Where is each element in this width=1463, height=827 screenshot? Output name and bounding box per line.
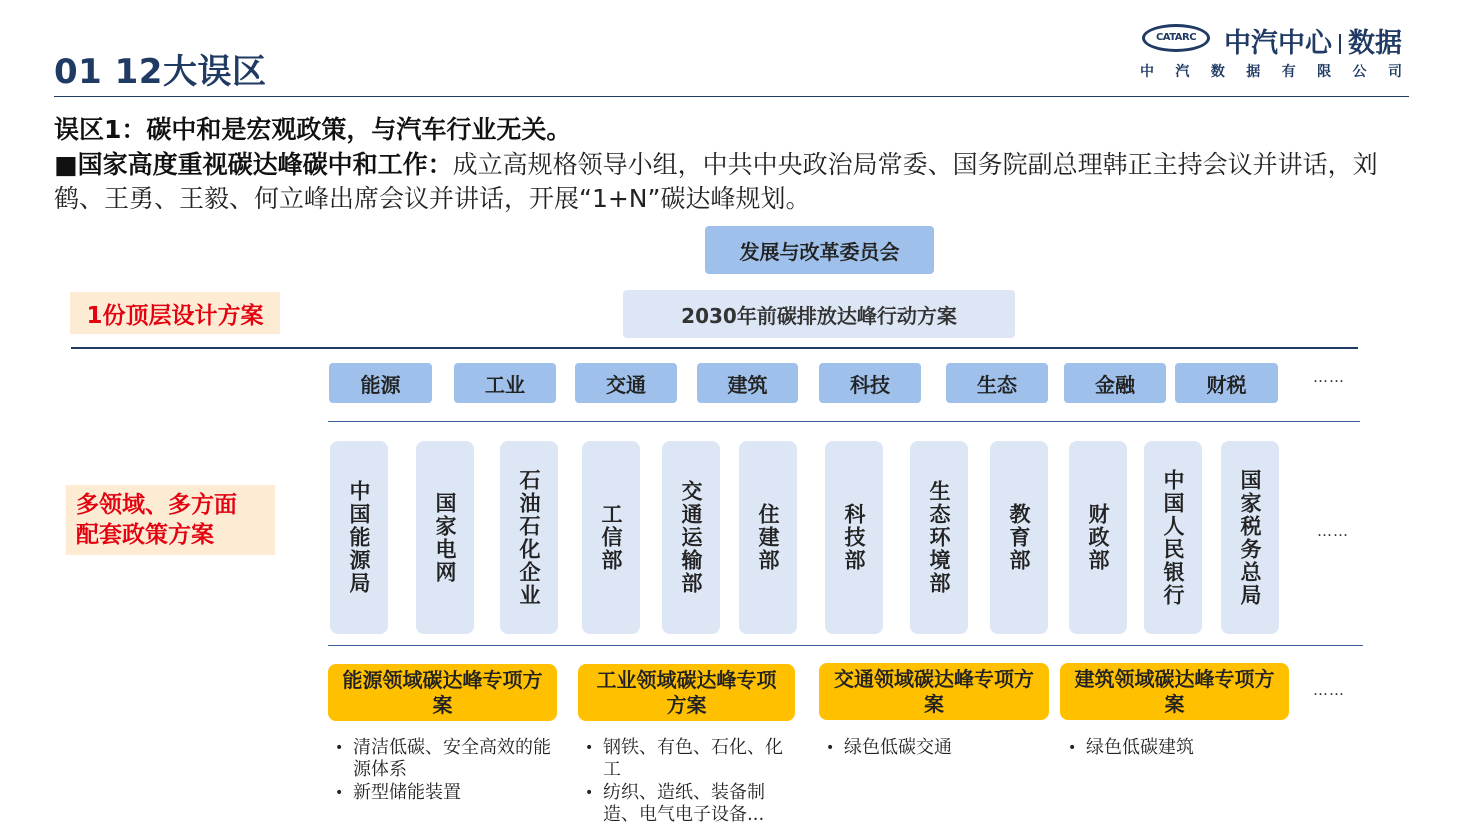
logo-sub-char: 限 — [1317, 64, 1332, 80]
ministry-nea — [330, 441, 388, 634]
myth-heading: 误区1：碳中和是宏观政策，与汽车行业无关。 — [54, 115, 572, 144]
logo-sub-char: 有 — [1281, 64, 1296, 80]
sector-divider — [328, 421, 1360, 422]
ndrc-box: 发展与改革委员会 — [705, 226, 934, 274]
sector-tax: 财税 — [1175, 363, 1278, 403]
sector-building: 建筑 — [697, 363, 798, 403]
logo-sub-char: 数 — [1210, 64, 1225, 80]
ministry-education — [990, 441, 1048, 634]
logo-subtitle — [1140, 61, 1402, 81]
ministry-tax — [1221, 441, 1279, 634]
list-item: • 纺织、造纸、装备制造、电气电子设备... — [581, 782, 793, 826]
sector-finance: 金融 — [1064, 363, 1166, 403]
industry-bullets — [581, 737, 793, 827]
ministry-housing — [739, 441, 797, 634]
special-plan-industry: 工业领域碳达峰专项方案 — [578, 664, 795, 721]
plans-ellipsis: …… — [1313, 681, 1345, 699]
list-item: • 新型储能装置 — [331, 782, 556, 804]
logo-separator — [1339, 34, 1341, 54]
intro-paragraph — [54, 148, 1414, 216]
multi-domain-tag — [66, 485, 275, 555]
multi-domain-tag-line2: 配套政策方案 — [76, 522, 214, 548]
ministry-label: 交通运输部 — [679, 480, 703, 595]
ministry-label: 国家税务总局 — [1238, 468, 1262, 607]
top-level-plan-tag: 1份顶层设计方案 — [70, 292, 280, 334]
ministry-label: 国家电网 — [433, 491, 457, 584]
ministry-label: 教育部 — [1007, 503, 1031, 572]
page-title: 01 12大误区 — [54, 52, 267, 92]
logo-sub-char: 中 — [1140, 64, 1154, 80]
ministries-ellipsis: …… — [1317, 522, 1349, 540]
paragraph-body: 成立高规格领导小组，中共中央政治局常委、国务院副总理韩正主持会议并讲话，刘鹤、王勇、王毅、何立峰出席会议并讲话，开展“1+N”碳达峰规划。 — [54, 150, 1378, 213]
ministry-finance — [1069, 441, 1127, 634]
logo-sub-char: 据 — [1246, 64, 1261, 80]
logo-sub-char: 公 — [1352, 64, 1367, 80]
sector-technology: 科技 — [819, 363, 921, 403]
special-plan-energy: 能源领域碳达峰专项方案 — [328, 664, 557, 721]
special-plan-building: 建筑领域碳达峰专项方案 — [1060, 663, 1289, 720]
sectors-ellipsis: …… — [1313, 368, 1345, 386]
multi-domain-tag-line1: 多领域、多方面 — [76, 492, 237, 518]
ministry-transport — [662, 441, 720, 634]
sector-ecology: 生态 — [946, 363, 1048, 403]
ministry-label: 生态环境部 — [927, 480, 951, 595]
logo-name-data: 数据 — [1348, 28, 1402, 59]
list-item: • 清洁低碳、安全高效的能源体系 — [331, 737, 556, 781]
ministry-petrochem — [500, 441, 558, 634]
ministry-label: 财政部 — [1086, 503, 1110, 572]
catarc-logo-mark: CATARC — [1142, 24, 1210, 52]
list-item: • 钢铁、有色、石化、化工 — [581, 737, 793, 781]
logo-company-name — [1224, 21, 1402, 60]
header-divider — [54, 96, 1409, 97]
energy-bullets — [331, 737, 556, 805]
logo-sub-char: 汽 — [1175, 64, 1190, 80]
paragraph-lead: 国家高度重视碳达峰碳中和工作： — [77, 150, 453, 179]
ministry-environment — [910, 441, 968, 634]
ministry-label: 中国能源局 — [347, 480, 371, 595]
ministry-state-grid — [416, 441, 474, 634]
ministry-divider — [328, 645, 1363, 646]
logo-sub-char: 司 — [1387, 64, 1402, 80]
ministry-label: 工信部 — [599, 503, 623, 572]
ministry-label: 中国人民银行 — [1161, 468, 1185, 607]
ministry-miit — [582, 441, 640, 634]
ministry-most — [825, 441, 883, 634]
square-bullet-icon: ■ — [54, 150, 78, 179]
catarc-logo — [1140, 20, 1410, 82]
transport-bullets — [822, 737, 1042, 760]
sector-industry: 工业 — [454, 363, 556, 403]
plan-2030-box: 2030年前碳排放达峰行动方案 — [623, 290, 1015, 338]
sector-energy: 能源 — [329, 363, 432, 403]
sector-transport: 交通 — [575, 363, 677, 403]
special-plan-transport: 交通领域碳达峰专项方案 — [819, 663, 1049, 720]
list-item: • 绿色低碳交通 — [822, 737, 1042, 759]
list-item: • 绿色低碳建筑 — [1064, 737, 1284, 759]
ministry-label: 石油石化企业 — [517, 468, 541, 607]
logo-name-main: 中汽中心 — [1224, 28, 1332, 59]
ministry-pboc — [1144, 441, 1202, 634]
building-bullets — [1064, 737, 1284, 760]
section-divider — [71, 347, 1358, 349]
ministry-label: 科技部 — [842, 503, 866, 572]
ministry-label: 住建部 — [756, 503, 780, 572]
